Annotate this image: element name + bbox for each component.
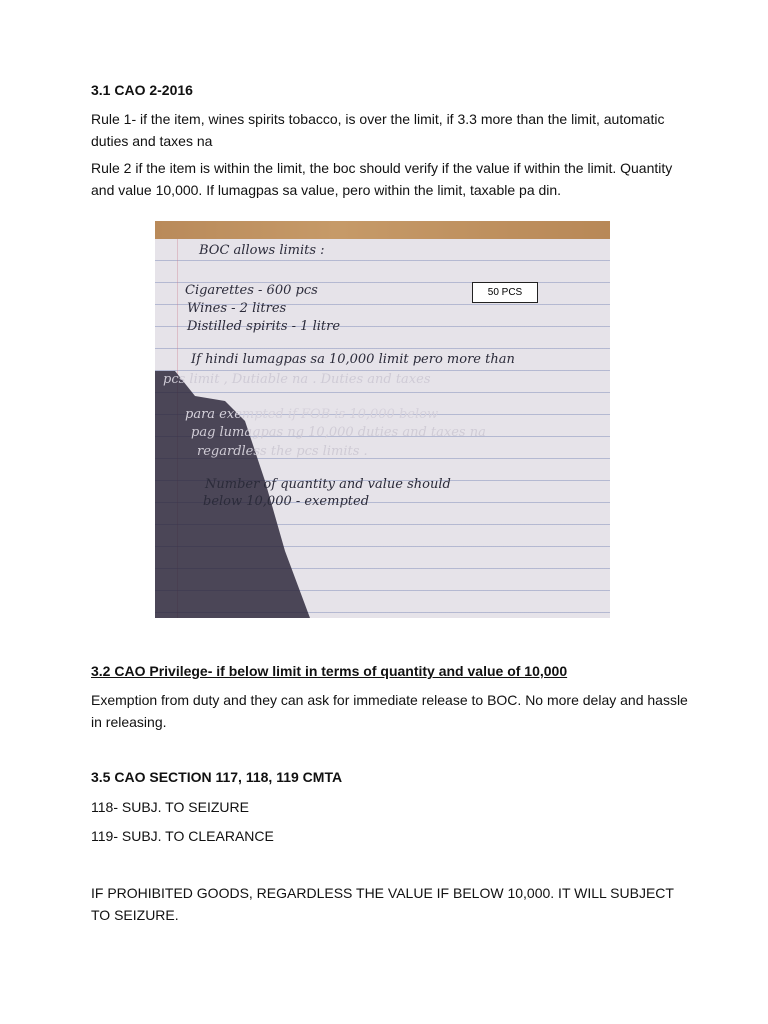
hw-line: Number of quantity and value should <box>205 477 451 492</box>
section-3-2-heading: 3.2 CAO Privilege- if below limit in terms of quantity and value of 10,000 <box>91 663 568 679</box>
rule-2-text: Rule 2 if the item is within the limit, the boc should verify if the value if within the limit. Quantity and value 10,000. If lumagpas sa value, pero within the limit, taxable pa din. <box>91 160 673 198</box>
prohibited-goods-note: IF PROHIBITED GOODS, REGARDLESS THE VALUE IF BELOW 10,000. IT WILL SUBJECT TO SEIZURE. <box>91 885 674 923</box>
section-119-text: 119- SUBJ. TO CLEARANCE <box>91 828 274 844</box>
rule-1-text: Rule 1- if the item, wines spirits tobacco, is over the limit, if 3.3 more than the limit, automatic duties and taxes na <box>91 111 665 149</box>
hw-line: para exempted if FOB is 10,000 below <box>185 407 439 422</box>
hw-line: pag lumagpas ng 10,000 duties and taxes na <box>191 425 486 440</box>
hw-line: Cigarettes - 600 pcs <box>185 283 318 298</box>
annotation-box: 50 PCS <box>472 282 538 303</box>
hw-line: Wines - 2 litres <box>187 301 287 316</box>
section-3-1-heading: 3.1 CAO 2-2016 <box>91 82 193 98</box>
notebook-photo <box>155 221 610 618</box>
hw-line: BOC allows limits : <box>199 243 325 258</box>
section-118-text: 118- SUBJ. TO SEIZURE <box>91 799 249 815</box>
handwritten-notes <box>155 221 610 618</box>
hw-line: below 10,000 - exempted <box>203 494 370 509</box>
section-3-5-heading: 3.5 CAO SECTION 117, 118, 119 CMTA <box>91 769 343 785</box>
hw-line: If hindi lumagpas sa 10,000 limit pero more than <box>191 352 515 367</box>
section-3-2-body: Exemption from duty and they can ask for immediate release to BOC. No more delay and hassle in releasing. <box>91 692 688 730</box>
hw-line: regardless the pcs limits . <box>197 444 368 459</box>
hw-line: Distilled spirits - 1 litre <box>187 319 341 334</box>
hw-line: pcs limit , Dutiable na . Duties and taxes <box>163 372 431 387</box>
